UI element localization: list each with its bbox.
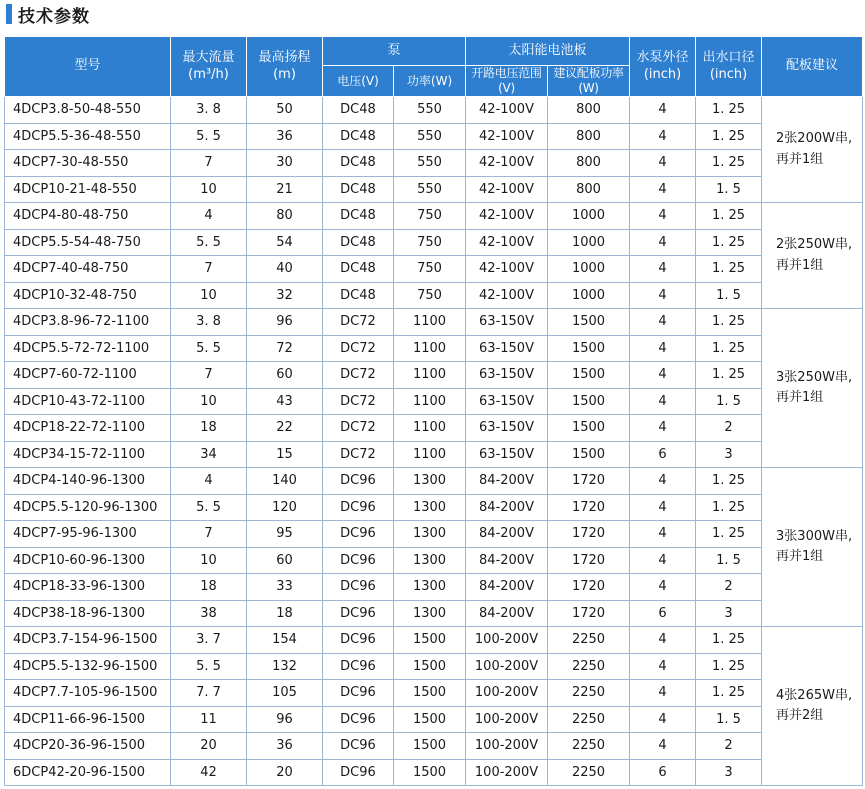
table-row (5, 653, 863, 680)
recommendation-line-1: 2张200W串, (776, 131, 853, 147)
cell-model: 4DCP10-21-48-550 (5, 176, 171, 203)
cell-panel-power: 1720 (548, 468, 630, 495)
recommendation-line-2: 再并1组 (776, 549, 824, 564)
cell-open-voltage-range: 100-200V (466, 759, 548, 786)
cell-model: 4DCP4-140-96-1300 (5, 468, 171, 495)
cell-outer-diameter: 4 (630, 415, 696, 442)
col-voltage: 电压(V) (323, 66, 394, 97)
cell-open-voltage-range: 100-200V (466, 680, 548, 707)
recommendation-line-2: 再并1组 (776, 257, 824, 273)
cell-power: 750 (394, 203, 466, 230)
cell-model: 4DCP5.5-54-48-750 (5, 229, 171, 256)
cell-max-flow: 7 (171, 362, 247, 389)
cell-model: 4DCP4-80-48-750 (5, 203, 171, 230)
cell-panel-power: 2250 (548, 627, 630, 654)
cell-max-flow: 10 (171, 176, 247, 203)
cell-outer-diameter: 6 (630, 441, 696, 468)
cell-power: 1500 (394, 653, 466, 680)
cell-open-voltage-range: 42-100V (466, 123, 548, 150)
cell-model: 4DCP10-60-96-1300 (5, 547, 171, 574)
cell-model: 4DCP7-95-96-1300 (5, 521, 171, 548)
cell-open-voltage-range: 84-200V (466, 494, 548, 521)
table-row (5, 600, 863, 627)
cell-open-voltage-range: 84-200V (466, 600, 548, 627)
cell-outer-diameter: 4 (630, 574, 696, 601)
cell-max-head: 22 (247, 415, 323, 442)
cell-open-voltage-range: 42-100V (466, 282, 548, 309)
panel-recommendation-cell (762, 468, 863, 627)
cell-panel-power: 2250 (548, 733, 630, 760)
cell-outer-diameter: 4 (630, 229, 696, 256)
cell-open-voltage-range: 84-200V (466, 574, 548, 601)
cell-max-flow: 20 (171, 733, 247, 760)
cell-open-voltage-range: 42-100V (466, 176, 548, 203)
cell-outer-diameter: 4 (630, 123, 696, 150)
cell-outlet-diameter: 3 (696, 600, 762, 627)
cell-voltage: DC96 (323, 521, 394, 548)
cell-outer-diameter: 4 (630, 282, 696, 309)
recommendation-line-1: 2张250W串, (776, 237, 853, 253)
cell-max-flow: 7 (171, 521, 247, 548)
cell-power: 550 (394, 176, 466, 203)
cell-outer-diameter: 4 (630, 653, 696, 680)
cell-max-flow: 10 (171, 547, 247, 574)
recommendation-line-2: 再并1组 (776, 151, 824, 167)
cell-panel-power: 1000 (548, 256, 630, 283)
cell-open-voltage-range: 63-150V (466, 335, 548, 362)
cell-panel-power: 1720 (548, 494, 630, 521)
cell-power: 550 (394, 150, 466, 177)
cell-panel-power: 1500 (548, 309, 630, 336)
col-max-flow: 最大流量 (m³/h) (171, 37, 247, 97)
cell-max-head: 15 (247, 441, 323, 468)
cell-power: 1500 (394, 759, 466, 786)
cell-power: 750 (394, 229, 466, 256)
cell-max-flow: 5. 5 (171, 123, 247, 150)
cell-outlet-diameter: 2 (696, 415, 762, 442)
cell-voltage: DC96 (323, 468, 394, 495)
cell-max-head: 96 (247, 706, 323, 733)
cell-max-flow: 4 (171, 203, 247, 230)
table-row (5, 388, 863, 415)
cell-voltage: DC72 (323, 335, 394, 362)
cell-outlet-diameter: 1. 5 (696, 282, 762, 309)
table-row (5, 547, 863, 574)
cell-model: 4DCP5.5-36-48-550 (5, 123, 171, 150)
cell-open-voltage-range: 100-200V (466, 653, 548, 680)
cell-max-flow: 5. 5 (171, 229, 247, 256)
cell-outlet-diameter: 1. 25 (696, 468, 762, 495)
cell-model: 4DCP3.8-50-48-550 (5, 97, 171, 124)
cell-power: 750 (394, 282, 466, 309)
cell-power: 1500 (394, 733, 466, 760)
table-header (5, 37, 863, 97)
cell-max-flow: 5. 5 (171, 494, 247, 521)
cell-max-head: 21 (247, 176, 323, 203)
cell-panel-power: 800 (548, 176, 630, 203)
cell-voltage: DC96 (323, 600, 394, 627)
cell-max-flow: 11 (171, 706, 247, 733)
recommendation-line-1: 3张300W串, (776, 528, 853, 544)
cell-voltage: DC48 (323, 282, 394, 309)
cell-outer-diameter: 4 (630, 256, 696, 283)
cell-max-flow: 7 (171, 150, 247, 177)
cell-max-head: 40 (247, 256, 323, 283)
col-group-pump: 泵 (323, 37, 466, 66)
cell-outlet-diameter: 1. 25 (696, 229, 762, 256)
col-panel-recommendation: 配板建议 (762, 37, 863, 97)
cell-power: 1500 (394, 706, 466, 733)
cell-outer-diameter: 4 (630, 335, 696, 362)
cell-outer-diameter: 4 (630, 494, 696, 521)
cell-panel-power: 800 (548, 150, 630, 177)
cell-max-head: 154 (247, 627, 323, 654)
table-row (5, 680, 863, 707)
cell-max-head: 36 (247, 733, 323, 760)
cell-model: 4DCP3.8-96-72-1100 (5, 309, 171, 336)
cell-voltage: DC96 (323, 733, 394, 760)
cell-max-head: 80 (247, 203, 323, 230)
cell-outlet-diameter: 1. 5 (696, 547, 762, 574)
cell-outlet-diameter: 1. 25 (696, 653, 762, 680)
cell-max-head: 36 (247, 123, 323, 150)
cell-max-head: 33 (247, 574, 323, 601)
cell-outlet-diameter: 1. 25 (696, 362, 762, 389)
cell-voltage: DC48 (323, 150, 394, 177)
cell-max-head: 18 (247, 600, 323, 627)
cell-power: 550 (394, 97, 466, 124)
table-row (5, 415, 863, 442)
cell-panel-power: 1500 (548, 388, 630, 415)
col-pump-outer-diameter: 水泵外径 (inch) (630, 37, 696, 97)
cell-outlet-diameter: 3 (696, 759, 762, 786)
cell-panel-power: 1500 (548, 441, 630, 468)
panel-recommendation-cell (762, 97, 863, 203)
cell-outlet-diameter: 1. 5 (696, 388, 762, 415)
cell-open-voltage-range: 42-100V (466, 256, 548, 283)
cell-max-head: 43 (247, 388, 323, 415)
cell-panel-power: 1000 (548, 282, 630, 309)
cell-outer-diameter: 4 (630, 97, 696, 124)
cell-open-voltage-range: 63-150V (466, 362, 548, 389)
table-row (5, 282, 863, 309)
col-group-solar: 太阳能电池板 (466, 37, 630, 66)
table-row (5, 521, 863, 548)
recommendation-line-1: 4张265W串, (776, 687, 853, 703)
cell-power: 1100 (394, 335, 466, 362)
cell-voltage: DC72 (323, 388, 394, 415)
cell-panel-power: 2250 (548, 653, 630, 680)
cell-power: 1100 (394, 441, 466, 468)
cell-voltage: DC96 (323, 759, 394, 786)
table-row (5, 759, 863, 786)
cell-max-head: 20 (247, 759, 323, 786)
cell-open-voltage-range: 42-100V (466, 97, 548, 124)
panel-recommendation-cell (762, 309, 863, 468)
cell-max-head: 120 (247, 494, 323, 521)
table-row (5, 494, 863, 521)
cell-max-head: 95 (247, 521, 323, 548)
spec-table (4, 36, 863, 786)
cell-max-head: 96 (247, 309, 323, 336)
cell-panel-power: 800 (548, 97, 630, 124)
table-row (5, 574, 863, 601)
cell-outer-diameter: 4 (630, 176, 696, 203)
col-max-head: 最高扬程 (m) (247, 37, 323, 97)
cell-max-flow: 18 (171, 574, 247, 601)
cell-outlet-diameter: 1. 25 (696, 97, 762, 124)
cell-power: 1100 (394, 362, 466, 389)
section-title-bar (0, 0, 90, 28)
recommendation-line-2: 再并2组 (776, 708, 824, 723)
cell-outer-diameter: 4 (630, 627, 696, 654)
cell-panel-power: 1720 (548, 600, 630, 627)
cell-open-voltage-range: 63-150V (466, 415, 548, 442)
cell-open-voltage-range: 84-200V (466, 521, 548, 548)
cell-voltage: DC96 (323, 574, 394, 601)
table-row (5, 97, 863, 124)
cell-max-head: 105 (247, 680, 323, 707)
cell-open-voltage-range: 42-100V (466, 203, 548, 230)
cell-outlet-diameter: 3 (696, 441, 762, 468)
cell-max-flow: 10 (171, 388, 247, 415)
cell-panel-power: 1720 (548, 574, 630, 601)
cell-max-flow: 42 (171, 759, 247, 786)
cell-open-voltage-range: 100-200V (466, 627, 548, 654)
cell-panel-power: 1720 (548, 547, 630, 574)
cell-voltage: DC96 (323, 627, 394, 654)
table-row (5, 150, 863, 177)
cell-outlet-diameter: 1. 25 (696, 521, 762, 548)
cell-power: 1300 (394, 468, 466, 495)
table-row (5, 123, 863, 150)
cell-outlet-diameter: 1. 5 (696, 176, 762, 203)
cell-panel-power: 2250 (548, 706, 630, 733)
cell-outlet-diameter: 2 (696, 574, 762, 601)
cell-outer-diameter: 4 (630, 150, 696, 177)
cell-outer-diameter: 6 (630, 600, 696, 627)
table-row (5, 733, 863, 760)
cell-model: 6DCP42-20-96-1500 (5, 759, 171, 786)
cell-max-flow: 5. 5 (171, 335, 247, 362)
cell-voltage: DC48 (323, 176, 394, 203)
cell-power: 1300 (394, 574, 466, 601)
cell-open-voltage-range: 84-200V (466, 468, 548, 495)
cell-max-head: 72 (247, 335, 323, 362)
table-row (5, 203, 863, 230)
cell-max-flow: 7. 7 (171, 680, 247, 707)
cell-power: 1300 (394, 521, 466, 548)
cell-max-head: 32 (247, 282, 323, 309)
cell-open-voltage-range: 63-150V (466, 441, 548, 468)
section-title: 技术参数 (18, 6, 90, 27)
cell-outlet-diameter: 1. 25 (696, 150, 762, 177)
cell-outer-diameter: 4 (630, 468, 696, 495)
cell-panel-power: 1500 (548, 415, 630, 442)
cell-outer-diameter: 6 (630, 759, 696, 786)
cell-outlet-diameter: 1. 25 (696, 627, 762, 654)
cell-outer-diameter: 4 (630, 521, 696, 548)
recommendation-line-2: 再并1组 (776, 390, 824, 405)
recommendation-line-1: 3张250W串, (776, 369, 853, 385)
cell-outlet-diameter: 1. 25 (696, 203, 762, 230)
cell-outer-diameter: 4 (630, 362, 696, 389)
cell-open-voltage-range: 100-200V (466, 733, 548, 760)
cell-voltage: DC72 (323, 415, 394, 442)
cell-panel-power: 1000 (548, 229, 630, 256)
cell-max-flow: 3. 8 (171, 309, 247, 336)
cell-panel-power: 800 (548, 123, 630, 150)
cell-model: 4DCP34-15-72-1100 (5, 441, 171, 468)
cell-power: 1500 (394, 627, 466, 654)
col-model: 型号 (5, 37, 171, 97)
table-row (5, 362, 863, 389)
cell-voltage: DC48 (323, 256, 394, 283)
cell-max-flow: 7 (171, 256, 247, 283)
cell-panel-power: 2250 (548, 680, 630, 707)
cell-model: 4DCP3.7-154-96-1500 (5, 627, 171, 654)
table-row (5, 441, 863, 468)
title-accent-bar (6, 4, 12, 24)
col-outlet-diameter: 出水口径 (inch) (696, 37, 762, 97)
cell-panel-power: 1500 (548, 335, 630, 362)
cell-power: 550 (394, 123, 466, 150)
cell-max-flow: 3. 8 (171, 97, 247, 124)
cell-voltage: DC48 (323, 97, 394, 124)
cell-outer-diameter: 4 (630, 547, 696, 574)
cell-model: 4DCP18-22-72-1100 (5, 415, 171, 442)
table-row (5, 256, 863, 283)
cell-model: 4DCP20-36-96-1500 (5, 733, 171, 760)
cell-power: 1300 (394, 547, 466, 574)
cell-power: 1500 (394, 680, 466, 707)
cell-max-flow: 38 (171, 600, 247, 627)
cell-model: 4DCP7-30-48-550 (5, 150, 171, 177)
cell-voltage: DC96 (323, 706, 394, 733)
table-body (5, 97, 863, 786)
cell-model: 4DCP18-33-96-1300 (5, 574, 171, 601)
cell-panel-power: 1000 (548, 203, 630, 230)
table-row (5, 309, 863, 336)
cell-power: 1300 (394, 600, 466, 627)
cell-outer-diameter: 4 (630, 706, 696, 733)
cell-voltage: DC48 (323, 203, 394, 230)
cell-voltage: DC72 (323, 309, 394, 336)
panel-recommendation-cell (762, 203, 863, 309)
cell-outer-diameter: 4 (630, 203, 696, 230)
cell-outlet-diameter: 1. 25 (696, 335, 762, 362)
table-row (5, 627, 863, 654)
cell-model: 4DCP10-32-48-750 (5, 282, 171, 309)
cell-open-voltage-range: 84-200V (466, 547, 548, 574)
cell-model: 4DCP7-40-48-750 (5, 256, 171, 283)
cell-max-head: 140 (247, 468, 323, 495)
table-row (5, 335, 863, 362)
cell-voltage: DC48 (323, 123, 394, 150)
col-recommended-panel-power: 建议配板功率(W) (548, 66, 630, 97)
cell-outer-diameter: 4 (630, 680, 696, 707)
cell-open-voltage-range: 42-100V (466, 150, 548, 177)
table-row (5, 176, 863, 203)
cell-panel-power: 1500 (548, 362, 630, 389)
cell-max-flow: 34 (171, 441, 247, 468)
table-row (5, 468, 863, 495)
cell-outlet-diameter: 1. 25 (696, 256, 762, 283)
cell-max-flow: 5. 5 (171, 653, 247, 680)
cell-open-voltage-range: 100-200V (466, 706, 548, 733)
cell-power: 1100 (394, 415, 466, 442)
cell-outlet-diameter: 1. 25 (696, 680, 762, 707)
cell-panel-power: 2250 (548, 759, 630, 786)
cell-open-voltage-range: 63-150V (466, 388, 548, 415)
cell-model: 4DCP5.5-132-96-1500 (5, 653, 171, 680)
cell-voltage: DC96 (323, 547, 394, 574)
table-row (5, 706, 863, 733)
cell-model: 4DCP38-18-96-1300 (5, 600, 171, 627)
cell-power: 1100 (394, 309, 466, 336)
cell-model: 4DCP10-43-72-1100 (5, 388, 171, 415)
cell-model: 4DCP5.5-72-72-1100 (5, 335, 171, 362)
col-open-voltage-range: 开路电压范围(V) (466, 66, 548, 97)
cell-model: 4DCP11-66-96-1500 (5, 706, 171, 733)
cell-open-voltage-range: 42-100V (466, 229, 548, 256)
cell-outlet-diameter: 2 (696, 733, 762, 760)
cell-max-flow: 4 (171, 468, 247, 495)
cell-voltage: DC72 (323, 362, 394, 389)
cell-model: 4DCP5.5-120-96-1300 (5, 494, 171, 521)
cell-outlet-diameter: 1. 25 (696, 123, 762, 150)
cell-power: 1300 (394, 494, 466, 521)
cell-outlet-diameter: 1. 5 (696, 706, 762, 733)
cell-max-head: 60 (247, 547, 323, 574)
cell-panel-power: 1720 (548, 521, 630, 548)
cell-outer-diameter: 4 (630, 309, 696, 336)
cell-max-head: 54 (247, 229, 323, 256)
cell-max-head: 132 (247, 653, 323, 680)
cell-voltage: DC96 (323, 494, 394, 521)
cell-model: 4DCP7-60-72-1100 (5, 362, 171, 389)
cell-max-flow: 3. 7 (171, 627, 247, 654)
cell-model: 4DCP7.7-105-96-1500 (5, 680, 171, 707)
cell-max-flow: 10 (171, 282, 247, 309)
cell-voltage: DC96 (323, 653, 394, 680)
cell-outlet-diameter: 1. 25 (696, 494, 762, 521)
cell-max-flow: 18 (171, 415, 247, 442)
cell-outlet-diameter: 1. 25 (696, 309, 762, 336)
cell-outer-diameter: 4 (630, 733, 696, 760)
col-power: 功率(W) (394, 66, 466, 97)
cell-outer-diameter: 4 (630, 388, 696, 415)
cell-power: 1100 (394, 388, 466, 415)
table-row (5, 229, 863, 256)
cell-max-head: 50 (247, 97, 323, 124)
cell-max-head: 30 (247, 150, 323, 177)
cell-voltage: DC48 (323, 229, 394, 256)
cell-max-head: 60 (247, 362, 323, 389)
cell-power: 750 (394, 256, 466, 283)
panel-recommendation-cell (762, 627, 863, 786)
cell-voltage: DC96 (323, 680, 394, 707)
cell-voltage: DC72 (323, 441, 394, 468)
cell-open-voltage-range: 63-150V (466, 309, 548, 336)
